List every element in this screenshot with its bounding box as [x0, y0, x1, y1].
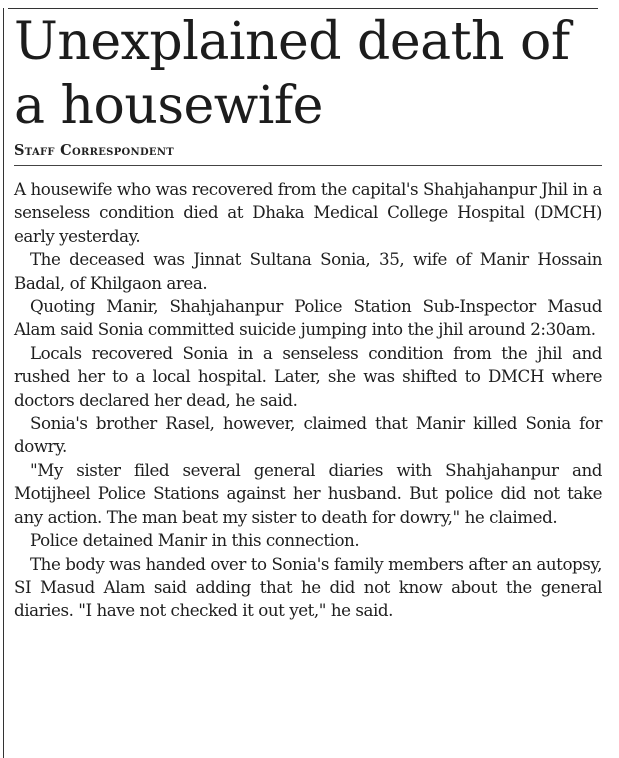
left-column-rule — [3, 8, 4, 758]
article-paragraph: The body was handed over to Sonia's family members after an autopsy, SI Masud Alam said adding that he did not know about the general diaries. "I have not checked it out yet," he said. — [14, 553, 602, 621]
article-body — [14, 178, 602, 623]
article-paragraph: Sonia's brother Rasel, however, claimed that Manir killed Sonia for dowry. — [14, 413, 602, 457]
article-paragraph: A housewife who was recovered from the capital's Shahjahanpur Jhil in a senseless condition died at Dhaka Medical College Hospital (DMCH) early yesterday. — [14, 179, 602, 246]
article-byline: Staff Correspondent — [14, 142, 175, 159]
article-paragraph: Quoting Manir, Shahjahanpur Police Station Sub-Inspector Masud Alam said Sonia committed suicide jumping into the jhil around 2:30am. — [14, 296, 602, 340]
news-article — [14, 10, 602, 623]
article-paragraph: Locals recovered Sonia in a senseless condition from the jhil and rushed her to a local hospital. Later, she was shifted to DMCH where doctors declared her dead, he said. — [14, 342, 602, 410]
article-paragraph: The deceased was Jinnat Sultana Sonia, 35, wife of Manir Hossain Badal, of Khilgaon area. — [14, 249, 602, 293]
top-border-rule — [8, 8, 598, 9]
article-headline: Unexplained death of a housewife — [14, 12, 570, 136]
article-paragraph: Police detained Manir in this connection. — [30, 530, 360, 551]
article-paragraph: "My sister filed several general diaries with Shahjahanpur and Motijheel Police Stations against her husband. But police did not take any action. The man beat my sister to death for dowry," he claimed. — [14, 459, 602, 527]
byline-divider — [14, 165, 602, 166]
